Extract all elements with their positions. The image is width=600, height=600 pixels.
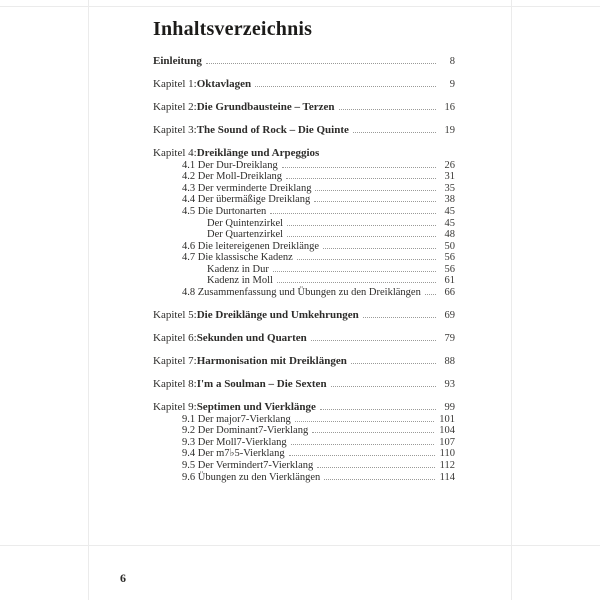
toc-entry-label: 4.6 Die leitereigenen Dreiklänge <box>182 240 320 252</box>
toc-entry-label: Septimen und Vierklänge <box>196 400 316 413</box>
toc-content <box>153 18 455 483</box>
toc-entry-label: 9.5 Der Vermindert7-Vierklang <box>182 459 314 471</box>
toc-entry-prefix: Kapitel 6: <box>153 332 197 345</box>
toc-entry-label: 9.1 Der major7-Vierklang <box>182 413 291 425</box>
toc-leader-dots <box>425 294 436 295</box>
toc-entry-page: 31 <box>444 171 455 183</box>
toc-entry <box>153 183 455 195</box>
toc-entry-prefix: Kapitel 1: <box>153 77 197 90</box>
toc-leader-dots <box>277 282 436 283</box>
toc-entry-label: 4.1 Der Dur-Dreiklang <box>182 159 278 171</box>
toc-entry-page: 56 <box>444 252 455 264</box>
toc-entry-label: Dreiklänge und Arpeggios <box>196 146 320 159</box>
toc-entry-page: 38 <box>444 194 455 206</box>
toc-entry-page: 9 <box>449 78 455 90</box>
toc-entry-label: Sekunden und Quarten <box>196 332 307 345</box>
toc-leader-dots <box>286 178 436 179</box>
toc-entry-page: 69 <box>444 310 455 322</box>
toc-entry-label: 9.6 Übungen zu den Vierklängen <box>182 471 321 483</box>
toc-leader-dots <box>255 86 436 87</box>
toc-entry-page: 66 <box>444 287 455 299</box>
toc-entry-label: Der Quartenzirkel <box>207 229 284 241</box>
toc-entry-page: 93 <box>444 379 455 390</box>
toc-entry <box>153 102 455 114</box>
toc-entry <box>153 333 455 345</box>
toc-entry-prefix: Kapitel 2: <box>153 100 197 113</box>
toc-entry-page: 61 <box>444 275 455 287</box>
toc-entry-label: The Sound of Rock – Die Quinte <box>196 123 349 136</box>
toc-leader-dots <box>324 479 434 480</box>
toc-entry-page: 16 <box>444 101 455 113</box>
toc-entry <box>153 356 455 368</box>
photo-edge-right <box>511 0 512 600</box>
toc-entry-page: 48 <box>444 229 455 241</box>
toc-entry <box>153 460 455 472</box>
toc-entry-label: 4.8 Zusammenfassung und Übungen zu den Dreiklängen <box>182 287 421 299</box>
toc-entry <box>153 287 455 299</box>
toc-entry <box>153 310 455 322</box>
toc-entry-prefix: Kapitel 9: <box>153 400 197 413</box>
toc-leader-dots <box>282 167 436 168</box>
toc-entry-label: Harmonisation mit Dreiklängen <box>196 355 347 368</box>
toc-entry <box>153 194 455 206</box>
toc-entry-page: 50 <box>444 240 455 252</box>
page-number: 6 <box>120 571 126 585</box>
toc-entry <box>153 472 455 484</box>
toc-entry-label: 9.3 Der Moll7-Vierklang <box>182 436 287 448</box>
toc-leader-dots <box>351 363 436 364</box>
toc-entry <box>153 160 455 172</box>
photo-edge-top <box>0 6 600 7</box>
toc-entry <box>153 79 455 91</box>
toc-entry-label: 4.5 Die Durtonarten <box>182 205 267 217</box>
toc-entry-page: 112 <box>439 459 455 471</box>
toc-leader-dots <box>287 225 436 226</box>
toc-entry <box>153 206 455 218</box>
toc-entry <box>153 437 455 449</box>
toc-leader-dots <box>297 259 436 260</box>
toc-entry-prefix: Kapitel 3: <box>153 123 197 136</box>
toc-entry <box>153 125 455 137</box>
toc-entry-page: 101 <box>439 413 455 425</box>
toc-entry-page: 114 <box>439 471 455 483</box>
toc-entry <box>153 425 455 437</box>
toc-entry <box>153 171 455 183</box>
toc-entry-prefix: Kapitel 5: <box>153 309 197 322</box>
photo-edge-left <box>88 0 89 600</box>
toc-entry-page: 110 <box>439 448 455 460</box>
photo-edge-bottom <box>0 545 600 546</box>
toc-leader-dots <box>206 63 436 64</box>
toc-entry-label: Die Grundbausteine – Terzen <box>196 100 335 113</box>
toc-entry <box>153 218 455 230</box>
toc-entry-label: Einleitung <box>153 55 202 67</box>
toc-entry-page: 79 <box>444 333 455 345</box>
toc-leader-dots <box>287 236 436 237</box>
toc-entry-label: I'm a Soulman – Die Sexten <box>196 378 327 390</box>
toc-entry <box>153 241 455 253</box>
toc-entry-label: Oktavlagen <box>196 77 252 90</box>
toc-entry-label: 4.7 Die klassische Kadenz <box>182 252 293 264</box>
page-title: Inhaltsverzeichnis <box>153 18 313 40</box>
toc-entry-page: 99 <box>444 401 455 413</box>
toc-entry <box>153 379 455 391</box>
toc-entry-label: 4.3 Der verminderte Dreiklang <box>182 182 312 194</box>
toc-entry <box>153 264 455 276</box>
toc-leader-dots <box>320 409 436 410</box>
toc-entry <box>153 414 455 426</box>
toc-entry <box>153 448 455 460</box>
toc-leader-dots <box>331 386 436 387</box>
toc-leader-dots <box>270 213 436 214</box>
toc-entry-page: 19 <box>444 124 455 136</box>
toc-entry <box>153 148 455 160</box>
toc-list <box>153 56 455 483</box>
toc-entry-page: 45 <box>444 217 455 229</box>
toc-entry-page: 88 <box>444 356 455 368</box>
toc-entry-label: Kadenz in Moll <box>207 275 273 287</box>
toc-entry <box>153 252 455 264</box>
toc-leader-dots <box>353 132 436 133</box>
toc-leader-dots <box>339 109 436 110</box>
toc-leader-dots <box>289 455 435 456</box>
toc-entry-label: Der Quintenzirkel <box>207 217 284 229</box>
toc-leader-dots <box>363 317 436 318</box>
toc-entry-page: 26 <box>444 159 455 171</box>
toc-entry <box>153 229 455 241</box>
toc-leader-dots <box>314 201 436 202</box>
toc-entry-label: Kadenz in Dur <box>207 263 269 275</box>
toc-entry-page: 45 <box>444 205 455 217</box>
toc-entry-page: 35 <box>444 182 455 194</box>
toc-leader-dots <box>291 444 435 445</box>
toc-entry-prefix: Kapitel 7: <box>153 355 197 368</box>
toc-entry <box>153 275 455 287</box>
toc-entry-label: 9.4 Der m7♭5-Vierklang <box>182 448 285 460</box>
toc-leader-dots <box>273 271 436 272</box>
toc-entry-prefix: Kapitel 4: <box>153 146 197 159</box>
toc-leader-dots <box>323 248 436 249</box>
toc-entry <box>153 56 455 68</box>
toc-entry-page: 104 <box>439 425 455 437</box>
toc-leader-dots <box>295 421 435 422</box>
toc-entry-page: 8 <box>449 56 455 67</box>
toc-entry-prefix: Kapitel 8: <box>153 378 197 390</box>
toc-leader-dots <box>315 190 436 191</box>
toc-entry-page: 56 <box>444 263 455 275</box>
toc-entry-label: 4.2 Der Moll-Dreiklang <box>182 171 283 183</box>
toc-leader-dots <box>317 467 434 468</box>
toc-entry-label: 4.4 Der übermäßige Dreiklang <box>182 194 311 206</box>
toc-leader-dots <box>312 432 434 433</box>
toc-entry-page: 107 <box>439 436 455 448</box>
toc-entry-label: Die Dreiklänge und Umkehrungen <box>196 309 359 322</box>
toc-leader-dots <box>311 340 436 341</box>
toc-entry-label: 9.2 Der Dominant7-Vierklang <box>182 425 309 437</box>
toc-entry <box>153 402 455 414</box>
